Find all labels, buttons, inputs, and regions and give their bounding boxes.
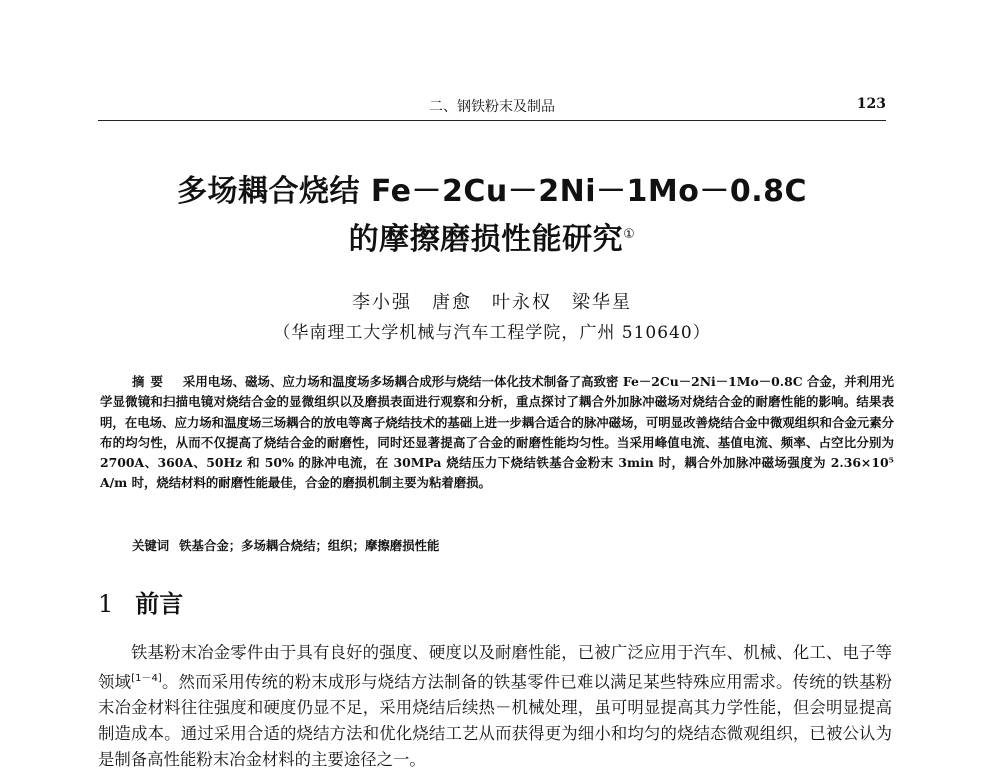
intro-text-1: 铁基粉末冶金零件由于具有良好的强度、硬度以及耐磨性能，已被广泛应用于汽车、机械、化工、电子等领域: [98, 643, 892, 692]
page-number: 123: [856, 96, 886, 112]
keywords: [132, 536, 439, 554]
running-head-title: 二、钢铁粉末及制品: [429, 99, 555, 115]
section-heading: [98, 584, 183, 619]
affiliation: （华南理工大学机械与汽车工程学院，广州 510640）: [273, 323, 711, 343]
section-number: 1: [98, 590, 114, 618]
keywords-text: 铁基合金；多场耦合烧结；组织；摩擦磨损性能: [179, 538, 440, 553]
paper-title-text: 的摩擦磨损性能研究: [348, 222, 624, 257]
abstract-label: 摘要: [132, 374, 169, 389]
abstract-text: 采用电场、磁场、应力场和温度场多场耦合成形与烧结一体化技术制备了高致密 Fe－2Cu－2Ni－1Mo－0.8C 合金，并利用光学显微镜和扫描电镜对烧结合金的显微组织以及磨损表面进行观察和分析，重点探讨了耦合外加脉冲磁场对烧结合金的耐磨性能的影响。结果表明，在电场、应力场和温度场三场耦合的放电等离子烧结技术的基础上进一步耦合适合的脉冲磁场，可明显改善烧结合金中微观组织和合金元素分布的均匀性，从而不仅提高了烧结合金的耐磨性，同时还显著提高了合金的耐磨性能均匀性。当采用峰值电流、基值电流、频率、占空比分别为 2700A、360A、50Hz 和 50% 的脉冲电流，在 30MPa 烧结压力下烧结铁基合金粉末 3min 时，耦合外加脉冲磁场强度为 2.36×10⁵ A/m 时，烧结材料的耐磨性能最佳，合金的磨损机制主要为粘着磨损。: [100, 374, 894, 491]
paper-title-line-2: [98, 214, 886, 258]
citation-ref: [1－4]: [131, 673, 162, 684]
author-list: 李小强 唐愈 叶永权 梁华星: [352, 292, 632, 313]
keywords-label: 关键词: [132, 538, 170, 553]
abstract: [100, 372, 894, 494]
running-header: [98, 96, 886, 121]
title-footnote-mark: ①: [623, 227, 636, 242]
intro-text-2: 。然而采用传统的粉末成形与烧结方法制备的铁基零件已难以满足某些特殊应用需求。传统的铁基粉末冶金材料往往强度和硬度仍显不足，采用烧结后续热－机械处理，虽可明显提高其力学性能，但会明显提高制造成本。通过采用合适的烧结方法和优化烧结工艺从而获得更为细小和均匀的烧结态微观组织，已被公认为是制备高性能粉末冶金材料的主要途径之一。: [98, 672, 893, 770]
section-title: 前言: [135, 590, 184, 618]
intro-paragraph: [98, 640, 892, 773]
paper-title-line-1: 多场耦合烧结 Fe－2Cu－2Ni－1Mo－0.8C: [176, 174, 808, 209]
